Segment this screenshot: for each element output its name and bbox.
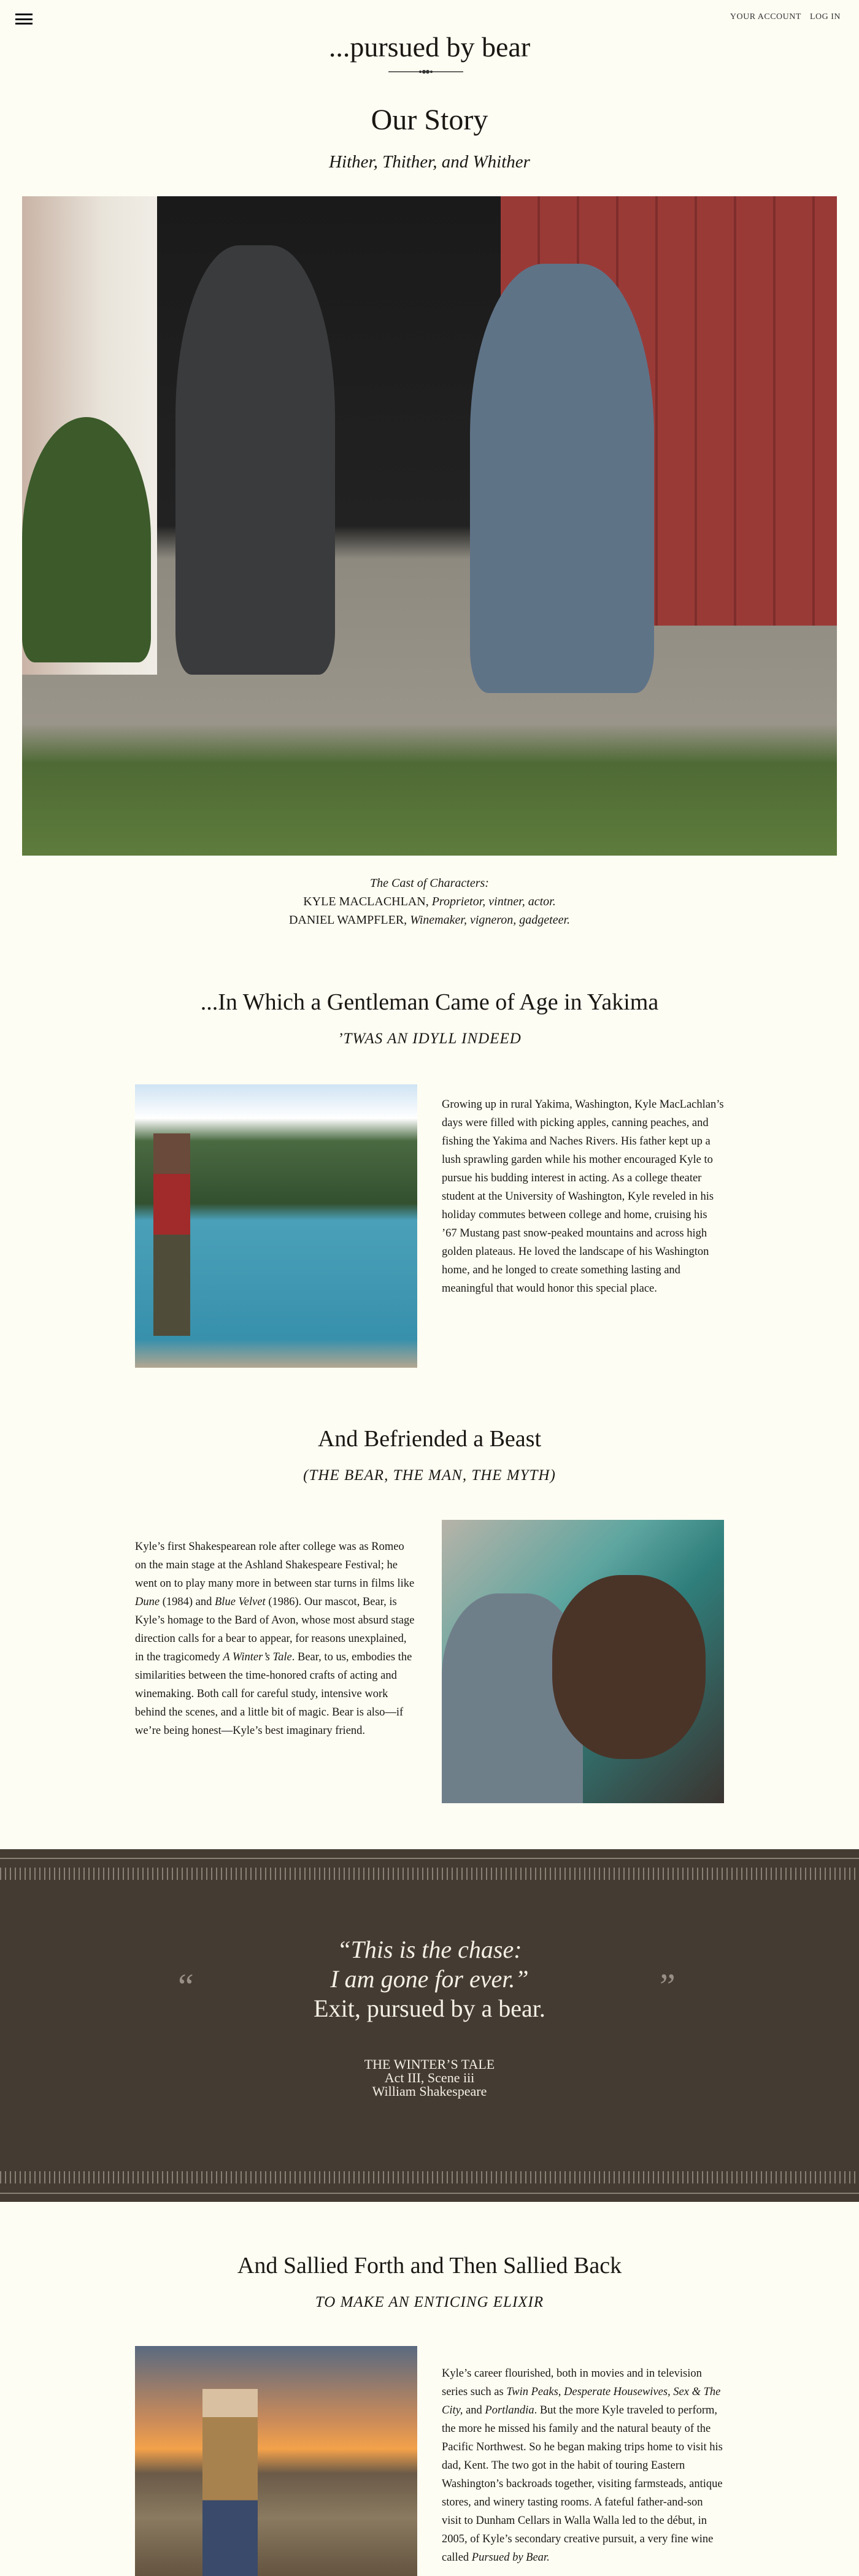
section-body bbox=[135, 1538, 417, 1740]
cast-name: DANIEL WAMPFLER, bbox=[288, 913, 407, 927]
tv-titles: Twin Peaks, Desperate Housewives, Sex & The City, bbox=[442, 2386, 721, 2417]
body-text: . Bear, to us, embodies the similarities between the time-honored crafts of acting and winemaking. Both call for careful study, intensive work behind the scenes, and a little bit of magic. Bear is also—if we’re being honest—Kyle’s best imaginary friend. bbox=[135, 1651, 412, 1737]
sunset-road-photo bbox=[135, 2346, 417, 2576]
section-title: ...In Which a Gentleman Came of Age in Yakima bbox=[200, 989, 659, 1015]
quote-act: Act III, Scene iii bbox=[384, 2070, 475, 2085]
body-text: and bbox=[463, 2404, 485, 2417]
cast-role: Proprietor, vintner, actor. bbox=[431, 895, 556, 908]
person-right bbox=[470, 264, 654, 693]
body-text: Kyle’s first Shakespearean role after college was as Romeo on the main stage at the Ashland Shakespeare Festival; he went on to play many more in between star turns in films like bbox=[135, 1541, 415, 1590]
quote-line: “This is the chase: bbox=[337, 1936, 522, 1963]
open-quote-icon: “ bbox=[178, 1966, 194, 2006]
section-title: And Sallied Forth and Then Sallied Back bbox=[237, 2253, 622, 2279]
band-border bbox=[0, 1858, 859, 1859]
subtitle-text: THE BEAR, THE MAN, THE MYTH bbox=[309, 1467, 550, 1484]
body-text: (1984) and bbox=[160, 1596, 215, 1608]
band-pattern bbox=[0, 1868, 859, 1880]
quote-band bbox=[0, 1849, 859, 2202]
boy-figure bbox=[153, 1133, 190, 1336]
log-in-link[interactable]: LOG IN bbox=[809, 12, 841, 21]
cast-role: Winemaker, vigneron, gadgeteer. bbox=[410, 913, 571, 927]
cast-member bbox=[0, 911, 859, 929]
film-title: Dune bbox=[135, 1596, 160, 1608]
your-account-link[interactable]: YOUR ACCOUNT bbox=[730, 12, 801, 21]
quote-attribution bbox=[0, 2058, 859, 2098]
section-body bbox=[442, 2364, 724, 2567]
page-subtitle: Hither, Thither, and Whither bbox=[329, 152, 530, 172]
page-title: Our Story bbox=[371, 104, 488, 136]
site-logo[interactable]: ...pursued by bear bbox=[328, 31, 531, 63]
paren: ( bbox=[303, 1467, 309, 1484]
play-title: A Winter’s Tale bbox=[223, 1651, 292, 1663]
person-left bbox=[175, 245, 335, 675]
section-subtitle bbox=[0, 1467, 859, 1484]
hamburger-icon bbox=[15, 13, 33, 15]
cast-caption bbox=[0, 874, 859, 929]
cast-heading: The Cast of Characters: bbox=[370, 876, 489, 890]
menu-button[interactable] bbox=[15, 13, 33, 25]
wine-name: Pursued by Bear. bbox=[471, 2551, 550, 2564]
tv-title: Portlandia bbox=[485, 2404, 534, 2417]
man-figure bbox=[202, 2389, 258, 2576]
close-quote-icon: ” bbox=[660, 1966, 676, 2006]
body-text: (1986). Our mascot, Bear, is Kyle’s homage to the Bard of Avon, whose most absurd stage direction calls for a bear to appear, for reasons unexplained, in the tragicomedy bbox=[135, 1596, 415, 1663]
section-subtitle: ’TWAS AN IDYLL INDEED bbox=[337, 1030, 522, 1047]
body-text: Kyle’s career flourished, both in movies and in television series such as bbox=[442, 2367, 702, 2398]
logo-ornament-icon bbox=[388, 69, 463, 75]
truck-with-bear-photo bbox=[442, 1520, 724, 1803]
quote-line: Exit, pursued by a bear. bbox=[314, 1995, 545, 2022]
childhood-fishing-photo bbox=[135, 1084, 417, 1368]
band-pattern bbox=[0, 2171, 859, 2183]
hero-photo bbox=[22, 196, 837, 856]
band-border bbox=[0, 2193, 859, 2194]
quote-line: I am gone for ever.” bbox=[330, 1965, 529, 1993]
paren: ) bbox=[550, 1467, 556, 1484]
shrub bbox=[22, 417, 151, 662]
section-subtitle: TO MAKE AN ENTICING ELIXIR bbox=[315, 2294, 544, 2310]
section-title: And Befriended a Beast bbox=[317, 1426, 542, 1452]
quote-author: William Shakespeare bbox=[372, 2083, 487, 2099]
hamburger-line bbox=[15, 23, 33, 25]
bear-figure bbox=[552, 1575, 706, 1759]
film-title: Blue Velvet bbox=[215, 1596, 266, 1608]
top-nav bbox=[730, 12, 841, 22]
section-body: Growing up in rural Yakima, Washington, Kyle MacLachlan’s days were filled with picking apples, canning peaches, and fishing the Yakima and Naches Rivers. His father kept up a lush sprawling garden while his mother encouraged Kyle to pursue his budding interest in acting. As a college theater student at the University of Washington, Kyle reveled in his holiday commutes between college and home, cruising his ’67 Mustang past snow-peaked mountains and across high golden plateaus. He loved the landscape of his Washington home, and he longed to create something lasting and meaningful that would honor this special place. bbox=[442, 1098, 724, 1295]
cast-member bbox=[0, 892, 859, 911]
hamburger-line bbox=[15, 18, 33, 20]
body-text: . But the more Kyle traveled to perform, the more he missed his family and the natural beauty of the Pacific Northwest. So he began making trips home to visit his dad, Kent. The two got in the habit of touring Eastern Washington’s backroads together, visiting farmsteads, antique stores, and winery tasting rooms. A fateful father-and-son visit to Dunham Cellars in Walla Walla led to the début, in 2005, of Kyle’s secondary creative pursuit, a very fine wine called bbox=[442, 2404, 723, 2564]
cast-name: KYLE MACLACHLAN, bbox=[303, 895, 429, 908]
quote-source: THE WINTER’S TALE bbox=[364, 2057, 495, 2072]
quote-text bbox=[0, 1935, 859, 2023]
